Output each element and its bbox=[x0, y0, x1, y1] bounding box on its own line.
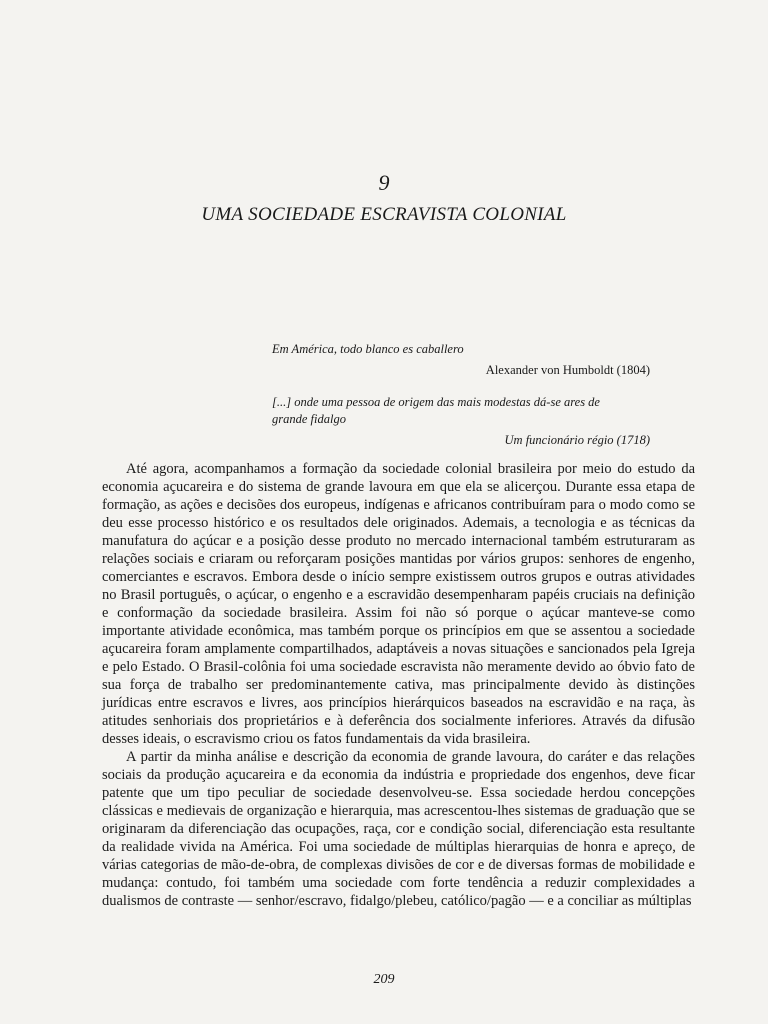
epigraph-2-line-1: [...] onde uma pessoa de origem das mais modestas dá-se ares de bbox=[272, 395, 600, 409]
page-number: 209 bbox=[373, 972, 395, 987]
epigraph-1-text: Em América, todo blanco es caballero bbox=[272, 342, 464, 356]
chapter-title: UMA SOCIEDADE ESCRAVISTA COLONIAL bbox=[201, 204, 567, 225]
body-text bbox=[102, 460, 695, 910]
paragraph-2: A partir da minha análise e descrição da economia de grande lavoura, do caráter e das relações sociais da produção açucareira e da economia da indústria e propriedade dos engenhos, deve ficar patente que um tipo peculiar de sociedade desenvolveu-se. Essa sociedade herdou concepções clássicas e medievais de organização e hierarquia, mas acrescentou-lhes sistemas de graduação que se originaram da diferenciação das ocupações, raça, cor e condição social, diferenciação esta resultante da realidade vivida na América. Foi uma sociedade de múltiplas hierarquias de honra e apreço, de várias categorias de mão-de-obra, de complexas divisões de cor e de diversas formas de mobilidade e mudança: contudo, foi também uma sociedade com forte tendência a reduzir complexidades a dualismos de contraste — senhor/escravo, fidalgo/plebeu, católico/pagão — e a conciliar as múltiplas bbox=[102, 749, 695, 909]
paragraph-1: Até agora, acompanhamos a formação da sociedade colonial brasileira por meio do estudo da economia açucareira e do sistema de grande lavoura em que ela se alicerçou. Durante essa etapa de formação, as ações e decisões dos europeus, indígenas e africanos contribuíram para o modo como se deu esse processo histórico e os resultados dele originados. Ademais, a tecnologia e as técnicas da manufatura do açúcar e a posição desse produto no mercado internacional também estruturaram as relações sociais e criaram ou reforçaram posições mantidas por vários grupos: senhores de engenho, comerciantes e escravos. Embora desde o início sempre existissem outros grupos e outras atividades no Brasil português, o açúcar, o engenho e a escravidão desempenharam papéis cruciais na definição e conformação da sociedade brasileira. Assim foi não só porque o açúcar manteve-se como importante atividade econômica, mas também porque os princípios em que se assentou a sociedade açucareira foram amplamente compartilhados, adaptáveis a novas situações e sancionados pela Igreja e pelo Estado. O Brasil-colônia foi uma sociedade escravista não meramente devido ao óbvio fato de sua força de trabalho ser predominantemente cativa, mas principalmente devido às distinções jurídicas entre escravos e livres, aos princípios hierárquicos baseados na escravidão e na raça, às atitudes senhoriais dos proprietários e à deferência dos socialmente inferiores. Através da difusão desses ideais, o escravismo criou os fatos fundamentais da vida brasileira. bbox=[102, 461, 695, 747]
epigraph-2-text bbox=[272, 394, 600, 428]
chapter-number: 9 bbox=[378, 170, 390, 195]
epigraph-2-attribution: Um funcionário régio (1718) bbox=[504, 433, 650, 447]
epigraph-2-line-2: grande fidalgo bbox=[272, 412, 346, 426]
epigraph-1-attribution: Alexander von Humboldt (1804) bbox=[485, 363, 650, 377]
